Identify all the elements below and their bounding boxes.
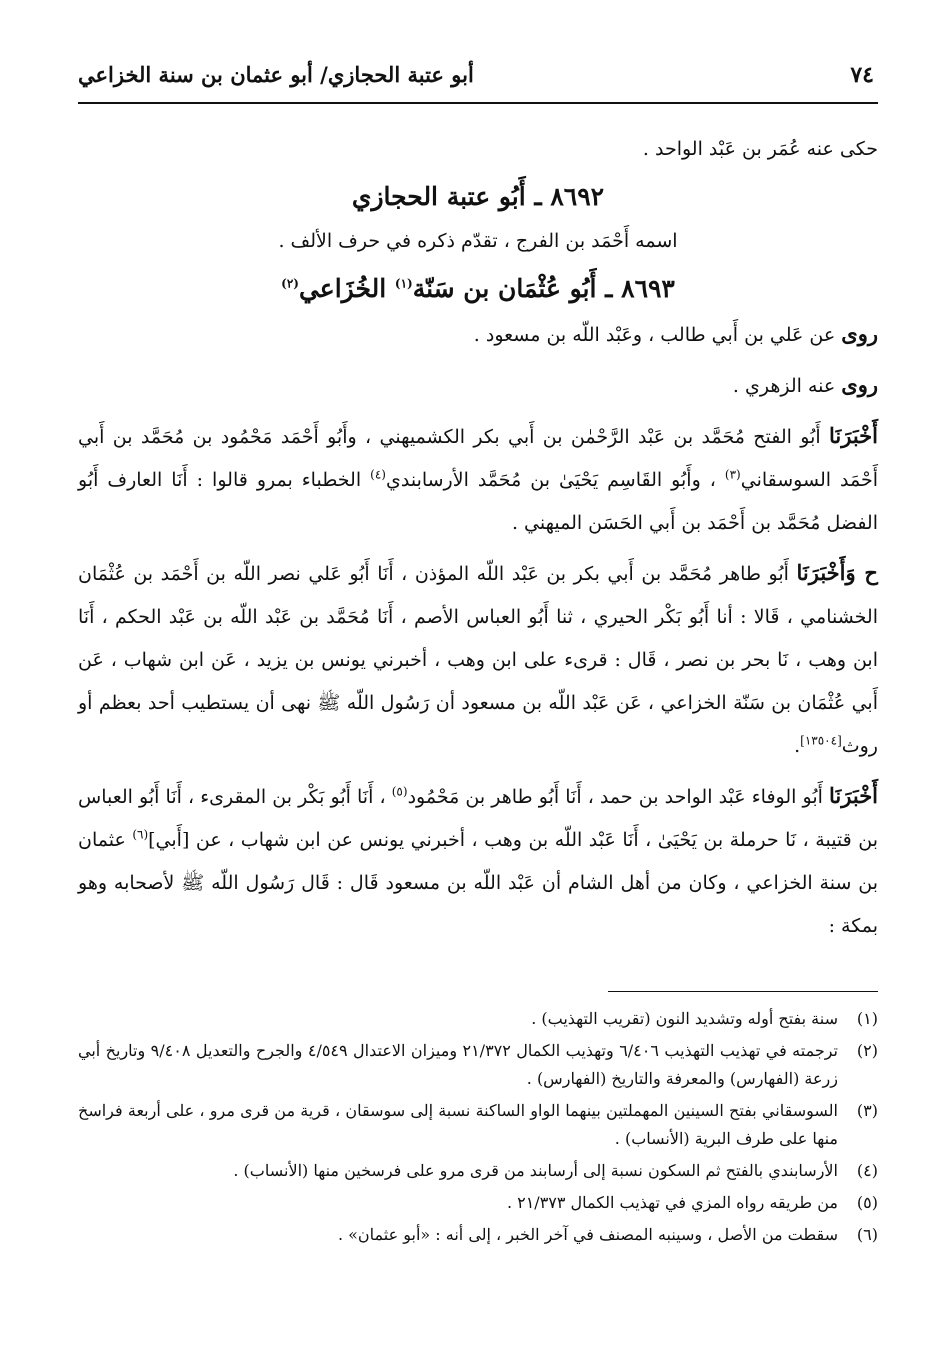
footnote-text: سقطت من الأصل ، وسينبه المصنف في آخر الخبر ، إلى أنه : «أبو عثمان» . [337,1225,838,1244]
footnote-ref-1[interactable]: (١) [394,276,413,291]
footnote-number: (٥) [856,1193,878,1212]
isnad-3-part-b: ، أَنَا أَبُو بَكْر بن المقرىء ، أَنَا أَبُو العباس بن قتيبة ، نَا حرملة بن يَحْيَىٰ ، أَنَا عَبْد اللّه بن وهب ، أخبرني يونس عن ابن شهاب ، عن [أَبي] [78,786,879,851]
footnote-number: (٢) [856,1041,878,1060]
footnote-text: من طريقه رواه المزي في تهذيب الكمال ٢١/٣٧٣ . [506,1193,838,1212]
footnote-text: ترجمته في تهذيب التهذيب ٦/٤٠٦ وتهذيب الكمال ٢١/٣٧٢ وميزان الاعتدال ٤/٥٤٩ والجرح والتعديل ٩/٤٠٨ وتاريخ أبي زرعة (الفهارس) والمعرفة والتاريخ (الفهارس) . [78,1041,838,1088]
footnote-2 [78,1037,878,1093]
isnad-paragraph-2 [78,551,878,768]
main-text [78,128,878,954]
footnotes [78,1005,878,1253]
wa-akhbarana-keyword: ح وَأَخْبَرَنَا [796,560,878,585]
footnote-ref-4[interactable]: (٤) [370,467,386,482]
footnote-4 [78,1157,878,1185]
footnote-separator [608,991,878,992]
footnote-text: الأرسابندي بالفتح ثم السكون نسبة إلى أرسابند من قرى مرو على فرسخين منها (الأنساب) . [233,1161,838,1180]
isnad-paragraph-1 [78,414,878,545]
isnad-3-part-c: عثمان بن سنة الخزاعي ، وكان من أهل الشام أن عَبْد اللّه بن مسعود قَال : قَال رَسُول اللّه ﷺ لأصحابه وهو بمكة : [78,829,878,937]
rawa-text-1: عن عَلي بن أَبي طالب ، وعَبْد اللّه بن مسعود . [473,324,836,346]
akhbarana-keyword: أَخْبَرَنَا [829,783,879,808]
footnote-ref-2[interactable]: (٢) [281,276,299,291]
page-number: ٧٤ [850,62,874,88]
rawa-text-2: عنه الزهري . [732,375,836,397]
footnote-number: (٦) [856,1225,878,1244]
isnad-paragraph-3 [78,774,878,948]
footnote-6 [78,1221,878,1249]
entry-heading-8692: ٨٦٩٢ ـ أَبُو عتبة الحجازي [351,182,605,211]
akhbarana-keyword: أَخْبَرَنَا [829,423,878,448]
entry-heading-8693-part1: ٨٦٩٣ ـ أَبُو عُثْمَان بن سَنّة [412,274,675,303]
entry-text-8692: اسمه أَحْمَد بن الفرج ، تقدّم ذكره في حرف الألف . [278,230,678,252]
rawa-keyword: روى [841,321,878,346]
footnote-5 [78,1189,878,1217]
entry-heading-8693 [78,267,878,310]
intro-line: حكى عنه عُمَر بن عَبْد الواحد . [642,138,878,160]
footnote-number: (١) [856,1009,878,1028]
isnad-1-part-c: الخطباء بمرو قالوا : أَنَا العارف أَبُو الفضل مُحَمَّد بن أَحْمَد بن أَبي الحَسَن الميهني . [78,469,878,534]
footnote-text: السوسقاني بفتح السينين المهملتين بينهما الواو الساكنة نسبة إلى سوسقان ، قرية من قرى مرو ، على أربعة فراسخ منها على طرف البرية (الأنساب) . [78,1101,838,1148]
isnad-1-part-a: أَبُو الفتح مُحَمَّد بن عَبْد الرَّحْمٰن بن أَبي بكر الكشميهني ، وأَبُو أَحْمَد مَحْمُود بن مُحَمَّد بن أَبي أَحْمَد السوسقاني [78,426,878,491]
footnote-ref-5[interactable]: (٥) [391,784,408,799]
header-title: أبو عتبة الحجازي/ أبو عثمان بن سنة الخزاعي [78,62,474,87]
isnad-2-text: أَبُو طاهر مُحَمَّد بن أَبي بكر بن عَبْد اللّه المؤذن ، أَنَا أَبُو عَلي نصر اللّه بن أَحْمَد بن عُثْمَان الخشنامي ، قَالا : أنا أَبُو بَكْر الحيري ، ثنا أَبُو العباس الأصم ، أَنَا مُحَمَّد بن عَبْد اللّه بن عَبْد الحكم ، أَنَا ابن وهب ، نَا بحر بن نصر ، قَال : قرىء على ابن وهب ، أخبرني يونس بن يزيد ، عَن ابن شهاب ، عَن أَبي عُثْمَان بن سَنّة الخزاعي ، عَن عَبْد اللّه بن مسعود أن رَسُول اللّه ﷺ نهى أن يستطيب أحد بعظم أو روث [78,563,878,757]
entry-heading-8693-part2: الخُزَاعي [298,274,387,303]
footnote-number: (٤) [856,1161,878,1180]
rawa-keyword: روى [841,372,878,397]
hadith-number: [١٣٥٠٤] [800,733,842,748]
footnote-ref-6[interactable]: (٦) [132,827,149,842]
footnote-ref-3[interactable]: (٣) [724,467,741,482]
footnote-text: سنة بفتح أوله وتشديد النون (تقريب التهذيب) . [531,1009,838,1028]
footnote-3 [78,1097,878,1153]
isnad-1-part-b: ، وأَبُو القَاسِم يَحْيَىٰ بن مُحَمَّد الأرسابندي [385,469,716,491]
footnote-number: (٣) [856,1101,878,1120]
running-header [78,58,878,104]
rawa-line-2 [78,363,878,408]
footnote-1 [78,1005,878,1033]
isnad-2-end: . [794,735,801,757]
rawa-line-1 [78,312,878,357]
isnad-3-part-a: أَبُو الوفاء عَبْد الواحد بن حمد ، أَنَا أَبُو طاهر بن مَحْمُود [407,786,823,808]
